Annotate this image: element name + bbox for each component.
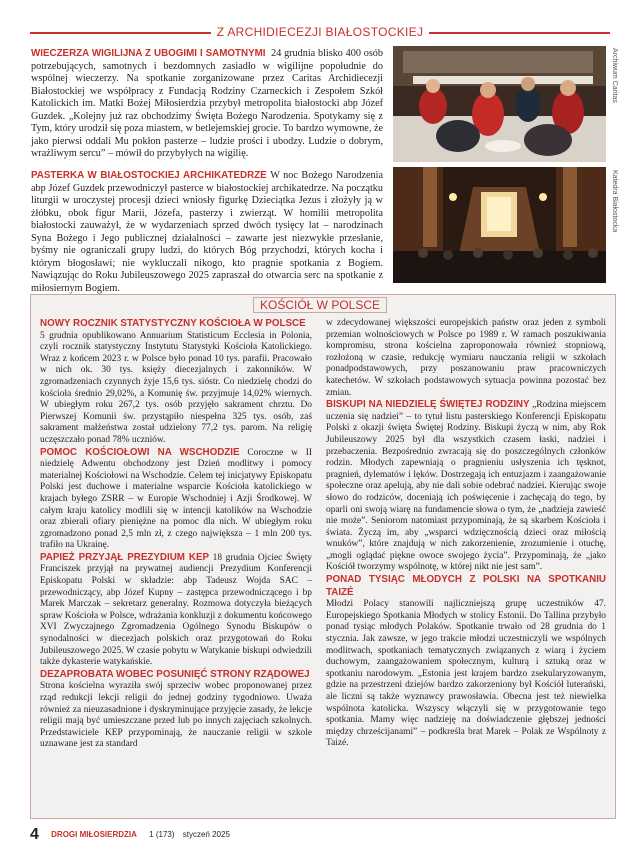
photo-cathedral-mass [393,167,606,283]
article-body: Strona kościelna wyraziła swój sprzeciw wobec proponowanej przez rząd redukcji lekcji religii do jednej godziny tygodniowo. Uważa również za nieuzasadnione i dyskryminujące przyjęcie zasady, że lekcje religii mają być umieszczane przed lub po innych zajęciach szkolnych. Przedstawiciele KEP przypominają, że nauczanie religii w szkole uznawane jest za standard [40,681,312,750]
article-title: POMOC KOŚCIOŁOWI NA WSCHODZIE [40,446,240,458]
article-wigilia [31,48,383,161]
article-pasterka [31,170,383,295]
issue-number: 1 (173) [149,830,175,840]
magazine-name: DROGI MIŁOSIERDZIA [51,830,137,840]
issue-date: styczeń 2025 [182,830,230,840]
article-title: PAPIEŻ PRZYJĄŁ PREZYDIUM KEP [40,551,210,563]
article-body: w zdecydowanej większości europejskich państw oraz jeden z symboli przemian wolnościowych w Polsce po 1989 r. W ramach poszukiwania kompromisu, strona kościelna zaproponowała również stopniową, rozłożoną w czasie, redukcję wymiaru nauczania religii w szkołach ponadpodstawowych, przy poszanowaniu praw pracowniczych katechetów. W szkołach podstawowych sytuacja powinna pozostać bez zmian. [326,318,606,398]
article-title: DEZAPROBATA WOBEC POSUNIĘĆ STRONY RZĄDOWEJ [40,668,310,680]
section-title: Z ARCHIDIECEZJI BIAŁOSTOCKIEJ [0,25,640,39]
article-title: BISKUPI NA NIEDZIELĘ ŚWIĘTEJ RODZINY [326,399,530,411]
article-body: 24 grudnia blisko 400 osób potrzebujących, samotnych i bezdomnych zasiadło w wigilijne popołudnie do wspólnej wieczerzy. Na spotkanie zorganizowane przez Caritas Archidiecezji Białostockiej we współpracy z Fundacją Rodziny Czarneckich i Zespołem Szkół Katolickich im. Matki Bożej Miłosierdzia przybył metropolita białostocki abp Józef Guzdek. „Kolejny już raz obchodzimy Święta Bożego Narodzenia. Spotykamy się z Tym, który urodził się poza miastem, w betlejemskiej grocie. To bardzo wymowne, że jako pierwsi oddali Mu pokłon pasterze – ludzie prości i ubodzy. Ludzie o dobrym, wrażliwym sercu” – mówił do przybyłych na wigilię. [31,48,383,159]
box-title: KOŚCIÓŁ W POLSCE [0,298,640,312]
page-footer [30,826,230,844]
article-title: WIECZERZA WIGILIJNA Z UBOGIMI I SAMOTNYMI [31,48,266,59]
article-title: NOWY ROCZNIK STATYSTYCZNY KOŚCIOŁA W POLSCE [40,318,306,329]
article-title: PONAD TYSIĄC MŁODYCH Z POLSKI NA SPOTKANIU TAIZÉ [326,574,606,598]
box-column-right [326,318,606,750]
article-body: W noc Bożego Narodzenia abp Józef Guzdek przewodniczył pasterce w białostockiej archikatedrze. Na początku liturgii w uroczystej procesji dzieci wniosły figurkę Dzieciątka Jezus i złożyły ją w żłóbku, obok figur Marii, Józefa, pasterzy i zwierząt. W homilii metropolita białostocki zauważył, że w wydarzeniach sprzed dwóch tysięcy lat – narodzinach Syna Bożego i Jego publicznej działalności – zawarte jest niezwykłe przesłanie, byśmy nie ograniczali grupy ludzi, do których Bóg przychodzi, których kocha i którym błogosławi; nie wykluczali nikogo, kto pragnie spotkania z Bogiem. Nawiązując do Roku Jubileuszowego 2025 zapraszał do otwarcia serc na spotkanie z miłosiernym Bogiem. [31,170,384,294]
photo-christmas-eve-dinner [393,46,606,162]
article-body: Coroczne w II niedzielę Adwentu obchodzony jest Dzień modlitwy i pomocy materialnej Kościołowi na Wschodzie. Celem tej inicjatywy Episkopatu Polski jest duchowe i materialne wsparcie Kościoła katolickiego w krajach byłego ZSRR – w Europie Wschodniej i Azji Środkowej. W całym kraju katolicy modlili się w intencji katolików na Wschodzie oraz zbierali ofiary pieniężne na pomoc dla nich. W ubiegłym roku zgromadzono ponad 2,5 mln zł, z czego największa – 1 mln 200 tys. trafiło na Ukrainę. [40,447,313,551]
page-number: 4 [30,826,39,843]
box-column-left [40,318,312,751]
article-title: PASTERKA W BIAŁOSTOCKIEJ ARCHIKATEDRZE [31,170,267,181]
photo-credit-2: Katedra Białostocka [611,170,618,233]
article-body: Młodzi Polacy stanowili najliczniejszą grupę uczestników 47. Europejskiego Spotkania Młodych w stolicy Estonii. Do Tallina przybyło ponad tysiąc młodych Polaków. Spotkanie trwało od 28 grudnia do 1 stycznia. Jak zawsze, w jego trakcie młodzi uczestniczyli we wspólnych modlitwach, spotkaniach tematycznych związanych z wiarą i życiem duchowym, zaangażowaniem społecznym, kulturą i sztuką oraz w spotkaniu narodowym. „Estonia jest krajem bardzo zsekularyzowanym, gdzie na przestrzeni dziejów bardzo zakorzeniony był Kościół luterański, ale liczni są także wyznawcy prawosławia. Obecna jest też niewielka wspólnota katolicka. Wszyscy włączyli się w przygotowanie tego spotkania. Mamy więc nadzieję na doświadczenie głębszej jedności między chrześcijanami” – podkreśla brat Marek – Polak ze Wspólnoty z Taizé. [326,599,606,749]
article-body: 5 grudnia opublikowano Annuarium Statisticum Ecclesia in Polonia, czyli rocznik statystyczny Instytutu Statystyki Kościoła Katolickiego. Wraz z końcem 2023 r. w Polsce było ponad 10 tys. parafii. Pracowało w nich ok. 30 tys. księży diecezjalnych i zakonników. W zgromadzeniach czynnych żyje 15,6 tys. sióstr. Co niedzielę chodzi do kościoła średnio 29,02%, a Komunię św. przyjmuje 14,02% wiernych. W ubiegłym roku 267,2 tys. osób przyjęło sakrament chrztu. Do Pierwszej Komunii św. przystąpiło niespełna 325 tys. osób, zaś sakrament małżeństwa został udzielony 77,2 tys. parom. Na religię uczęszczało ponad 78% uczniów. [40,330,312,445]
article-body: 18 grudnia Ojciec Święty Franciszek przyjął na prywatnej audiencji Prezydium Konferencji Episkopatu Polski w składzie: abp Tadeusz Wojda SAC – przewodniczący, abp Józef Kupny – zastępca przewodniczącego i bp Marek Marczak – sekretarz generalny. Rozmowa dotyczyła bieżących spraw Kościoła w Polsce, wdrażania konkluzji z dokumentu końcowego XVI Zwyczajnego Zgromadzenia Ogólnego Synodu Biskupów o synodalności w diecezjach polskich oraz przygotowań do Roku Jubileuszowego 2025. W czasie pobytu w Watykanie biskupi odwiedzili także dykasterie watykańskie. [40,552,312,668]
photo-credit-1: Archiwum Caritas [611,48,618,103]
article-body: „Rodzina miejscem uczenia się nadziei” – to tytuł listu pasterskiego Konferencji Episkopatu Polski z okazji święta Świętej Rodziny. Biskupi życzą w nim, aby Rok Jubileuszowy 2025 był dla wszystkich czasem łaski, nadziei i przebaczenia. Bezpośrednio zwracają się do poszczególnych członków rodzin. Młodych zapewniają o pragnieniu usłyszenia ich tęsknot, pragnień, dylematów i lęków. Dostrzegają ich entuzjazm i zaangażowanie społeczne oraz apelują, aby nie dali sobie odebrać nadziei. Kierując swoje słowo do rodziców, doceniają ich poświęcenie i zachęcają do tego, by oparli oni swoją wiarę na fundamencie słowa o tym, że „nadzieja zawieść nie może”. Seniorom natomiast przypominają, że są skarbem Kościoła i świata. Życzą im, aby „wsparci wdzięcznością dzieci oraz miłością wnuków”, które znajdują w nich zakorzenienie, zrozumienie i otuchę, „mogli oglądać piękne owoce swojego życia”. Przypominają, że „jako Kościół tworzymy wspólnotę, w której nikt nie jest sam”. [326,400,606,573]
